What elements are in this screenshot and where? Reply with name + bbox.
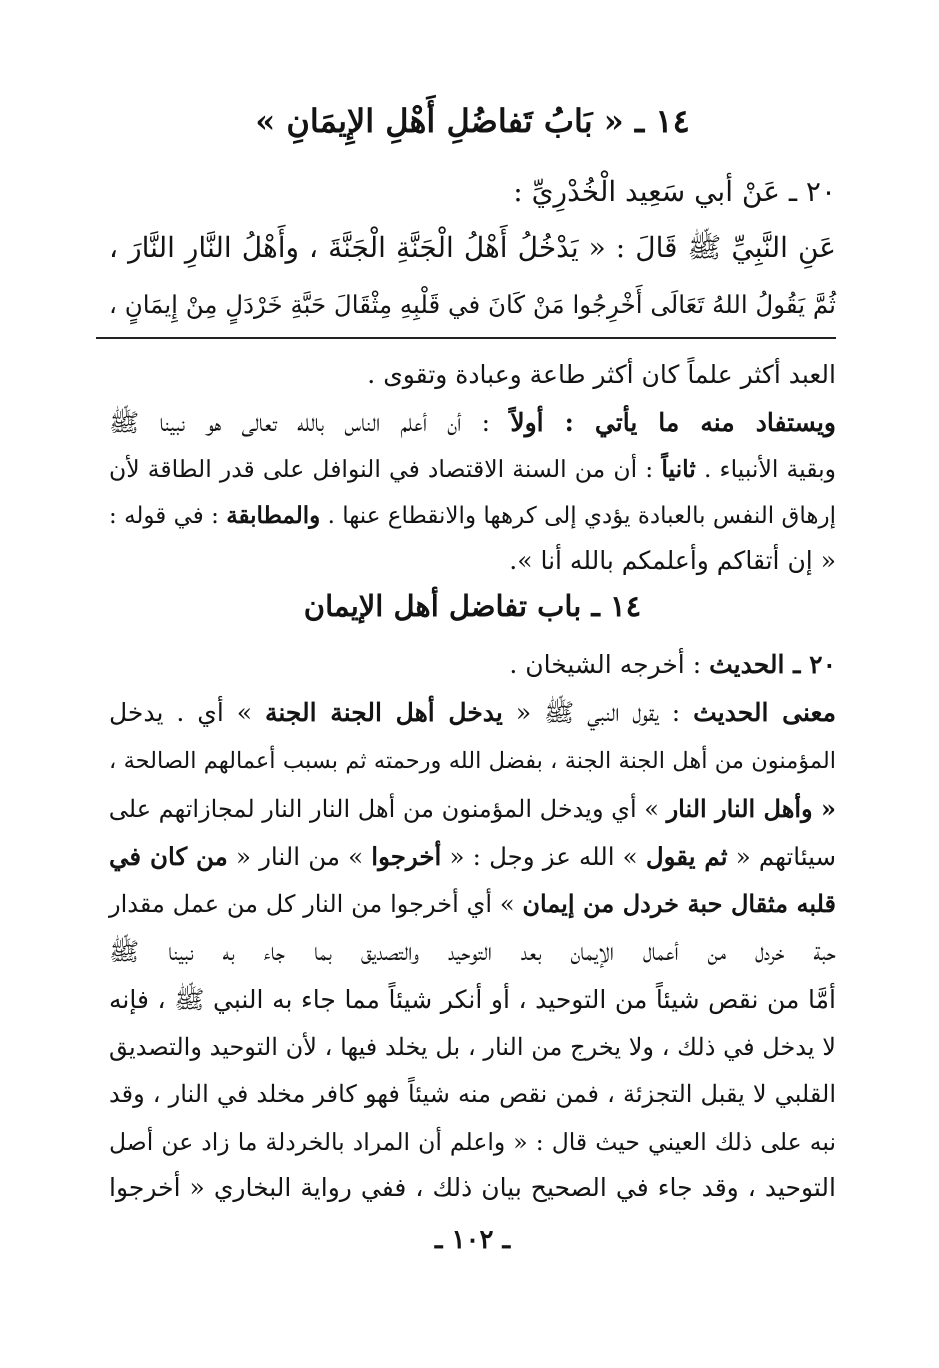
- bold-phrase: ويستفاد منه ما يأتي : أولاً: [510, 408, 836, 437]
- commentary-line: « إن أتقاكم وأعلمكم بالله أنا ».: [509, 546, 836, 575]
- commentary-line: [109, 837, 836, 877]
- text-phrase: » الله عز وجل : «: [449, 842, 638, 871]
- text-phrase: سيئاتهم «: [735, 842, 837, 871]
- bold-phrase: يدخل أهل الجنة الجنة: [264, 698, 503, 727]
- section-divider: [96, 337, 836, 339]
- commentary-line: نبه على ذلك العيني حيث قال : « واعلم أن المراد بالخردلة ما زاد عن أصل: [109, 1128, 836, 1156]
- commentary-line: [109, 789, 836, 829]
- bold-phrase: من كان في: [109, 842, 228, 871]
- text-phrase: » أي أخرجوا من النار كل من عمل مقدار: [109, 890, 515, 918]
- commentary-line: [109, 884, 836, 924]
- bold-phrase: ٢٠ ـ الحديث: [709, 650, 836, 679]
- commentary-line: [109, 496, 836, 536]
- page-number: ـ ١٠٢ ـ: [434, 1225, 511, 1255]
- text-phrase: وبقية الأنبياء .: [703, 455, 836, 483]
- bold-phrase: معنى الحديث: [693, 698, 836, 727]
- hadith-number: ٢٠ ـ: [788, 175, 836, 208]
- bold-phrase: ثم يقول: [645, 842, 728, 871]
- hadith-narrator: عَنْ أبي سَعِيد الْخُدْرِيِّ :: [513, 175, 780, 208]
- commentary-line: [109, 693, 836, 733]
- text-phrase: » أي . يدخل: [109, 698, 253, 727]
- commentary-line: [109, 403, 836, 443]
- bold-phrase: ثانياً: [661, 455, 696, 483]
- commentary-line: أمَّا من نقص شيئاً من التوحيد ، أو أنكر شيئاً مما جاء به النبي ﷺ ، فإنه: [109, 985, 836, 1014]
- text-phrase: : أن من السنة الاقتصاد في النوافل على قدر الطاقة لأن: [109, 455, 654, 483]
- commentary-line: حبة خردل من أعمال الإيمان بعد التوحيد والتصديق بما جاء به نبينا ﷺ: [109, 937, 836, 966]
- hadith-heading: [109, 170, 836, 214]
- chapter-title: ١٤ ـ « بَابُ تَفاضُلِ أَهْلِ الإِيمَانِ »: [255, 102, 690, 140]
- commentary-line: القلبي لا يقبل التجزئة ، فمن نقص منه شيئاً فهو كافر مخلد في النار ، وقد: [109, 1080, 836, 1108]
- bold-phrase: والمطابقة: [226, 502, 321, 529]
- commentary-line: العبد أكثر علماً كان أكثر طاعة وعبادة وتقوى .: [367, 360, 836, 389]
- takhrij-line: [109, 645, 836, 685]
- hadith-text-line: ثُمَّ يَقُولُ اللهُ تَعَالَى أَخْرِجُوا مَنْ كَانَ في قَلْبِهِ مِثْقَالَ حَبَّةِ خَرْدَلٍ مِنْ إِيمَانٍ ،: [109, 290, 836, 319]
- commentary-heading: ١٤ ـ باب تفاضل أهل الإيمان: [303, 589, 642, 623]
- bold-phrase: أخرجوا: [371, 842, 442, 871]
- text-phrase: : يقول النبي ﷺ «: [515, 698, 681, 727]
- commentary-line: [109, 449, 836, 489]
- commentary-line: المؤمنون من أهل الجنة الجنة ، بفضل الله ورحمته ثم بسبب أعمالهم الصالحة ،: [109, 748, 836, 774]
- commentary-line: لا يدخل في ذلك ، ولا يخرج من النار ، بل يخلد فيها ، لأن التوحيد والتصديق: [109, 1033, 836, 1061]
- text-phrase: : أن أعلم الناس بالله تعالى هو نبينا ﷺ: [109, 408, 491, 437]
- text-phrase: » أي ويدخل المؤمنون من أهل النار النار لمجازاتهم على: [108, 795, 659, 823]
- text-phrase: : في قوله :: [109, 503, 219, 529]
- text-phrase: » من النار «: [235, 842, 364, 871]
- text-phrase: إرهاق النفس بالعبادة يؤدي إلى كرهها والانقطاع عنها .: [327, 503, 837, 529]
- bold-phrase: « وأهل النار النار: [666, 794, 836, 823]
- bold-phrase: قلبه مثقال حبة خردل من إيمان: [522, 889, 837, 918]
- text-phrase: : أخرجه الشيخان .: [509, 650, 702, 679]
- hadith-text-line: عَنِ النَّبِيِّ ﷺ قَالَ : « يَدْخُلُ أَهْلُ الْجَنَّةِ الْجَنَّةَ ، وأَهْلُ النَّارِ النَّارَ ،: [109, 231, 836, 264]
- commentary-line: التوحيد ، وقد جاء في الصحيح بيان ذلك ، ففي رواية البخاري « أخرجوا: [109, 1173, 836, 1202]
